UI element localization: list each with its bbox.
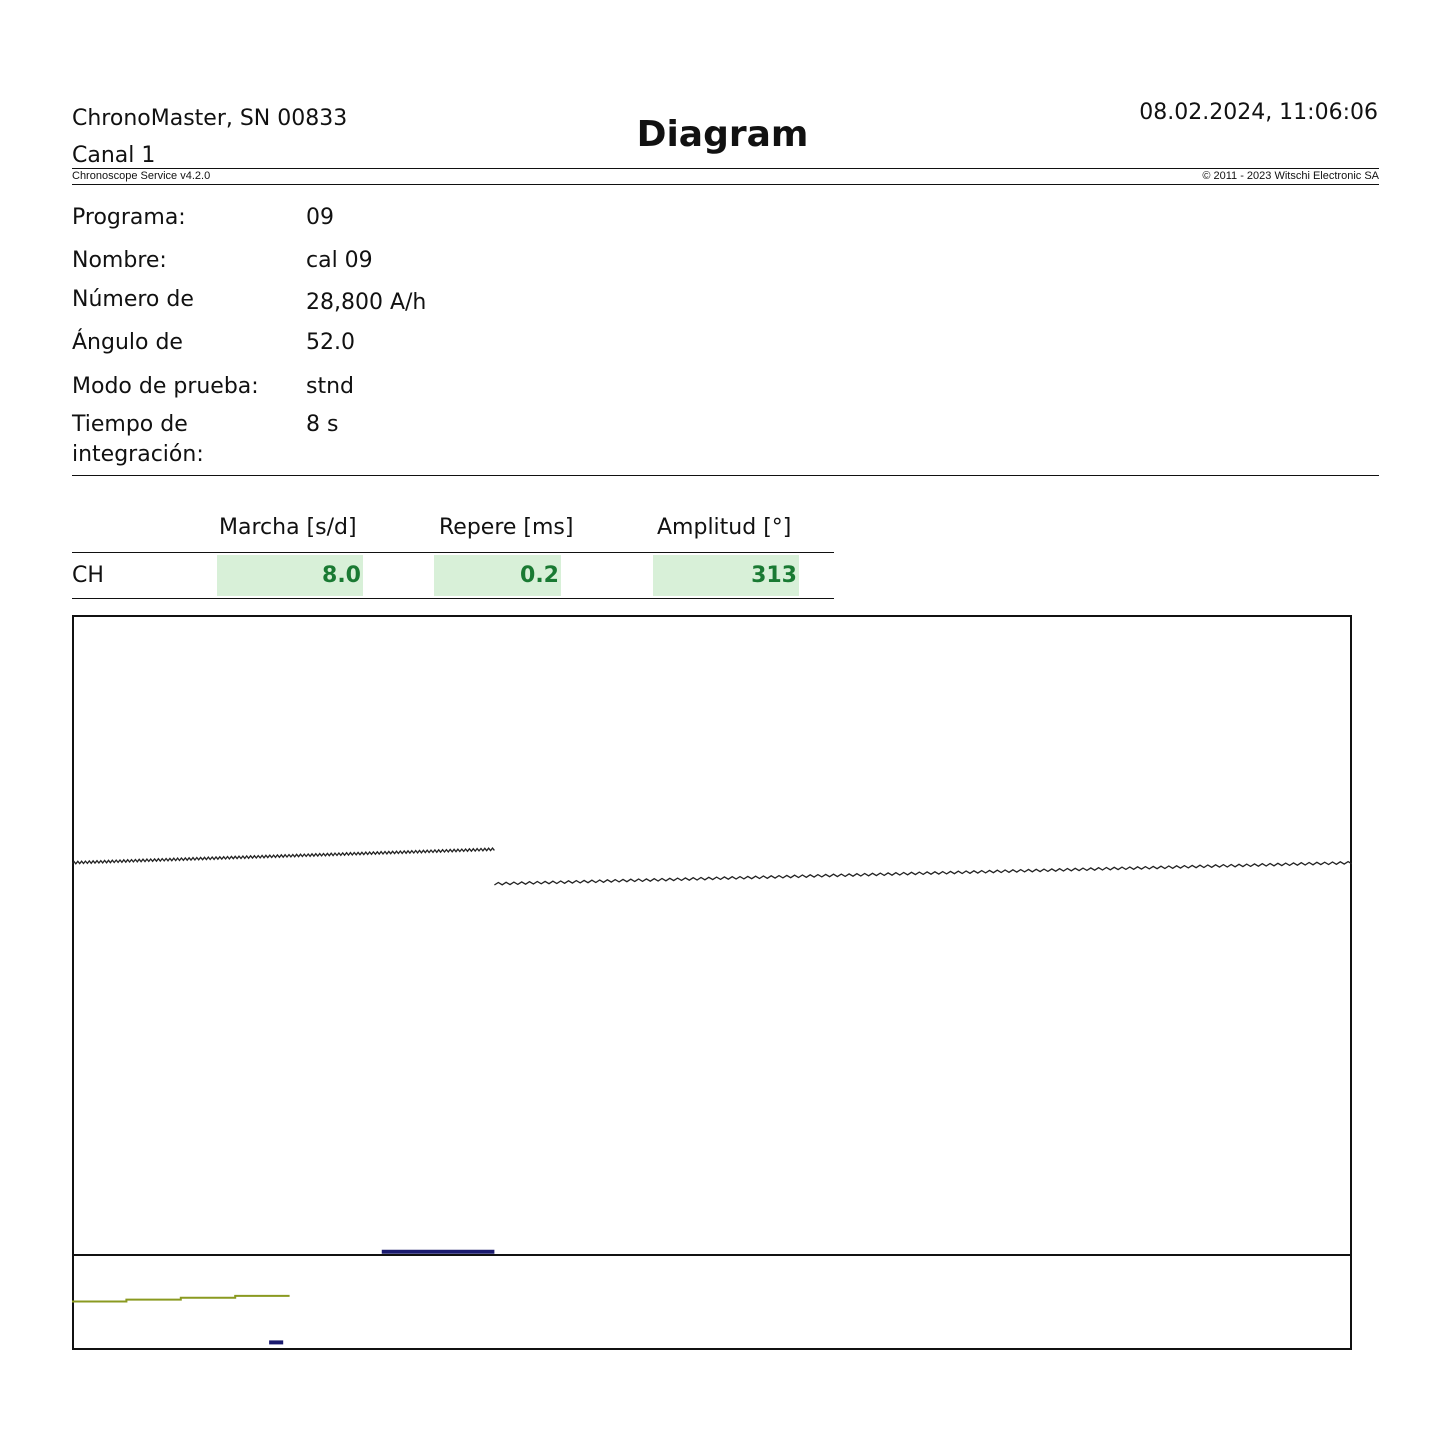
header-rule-top bbox=[72, 168, 1379, 169]
info-label: Nombre: bbox=[72, 248, 167, 273]
info-label-line2: integración: bbox=[72, 442, 204, 467]
info-value: 52.0 bbox=[306, 330, 355, 355]
results-value-amplitude: 313 bbox=[653, 555, 799, 596]
info-value: 09 bbox=[306, 205, 334, 230]
results-header-beat-error: Repere [ms] bbox=[439, 515, 574, 540]
info-label: Programa: bbox=[72, 205, 186, 230]
info-label: Tiempo de bbox=[72, 412, 188, 437]
chart-frame bbox=[73, 616, 1351, 1349]
results-value-rate: 8.0 bbox=[217, 555, 363, 596]
results-rule-top bbox=[72, 552, 834, 553]
device-name: ChronoMaster, SN 00833 bbox=[72, 106, 348, 131]
header-rule-bottom bbox=[72, 184, 1379, 185]
results-header-rate: Marcha [s/d] bbox=[219, 515, 357, 540]
results-row-label: CH bbox=[72, 563, 104, 588]
info-label: Modo de prueba: bbox=[72, 374, 259, 399]
page-title: Diagram bbox=[636, 114, 809, 155]
results-value-beat-error: 0.2 bbox=[434, 555, 561, 596]
info-value: 28,800 A/h bbox=[306, 290, 427, 315]
results-rule-bottom bbox=[72, 598, 834, 599]
info-label: Ángulo de bbox=[72, 330, 183, 355]
datetime: 08.02.2024, 11:06:06 bbox=[1139, 100, 1378, 125]
info-value: cal 09 bbox=[306, 248, 373, 273]
diagram-chart bbox=[72, 615, 1352, 1350]
channel-name: Canal 1 bbox=[72, 143, 156, 168]
info-label: Número de bbox=[72, 287, 194, 312]
info-value: stnd bbox=[306, 374, 354, 399]
copyright: © 2011 - 2023 Witschi Electronic SA bbox=[1202, 170, 1379, 182]
results-header-amplitude: Amplitud [°] bbox=[657, 515, 792, 540]
info-rule bbox=[72, 475, 1379, 476]
info-value: 8 s bbox=[306, 412, 339, 437]
software-version: Chronoscope Service v4.2.0 bbox=[72, 170, 211, 182]
